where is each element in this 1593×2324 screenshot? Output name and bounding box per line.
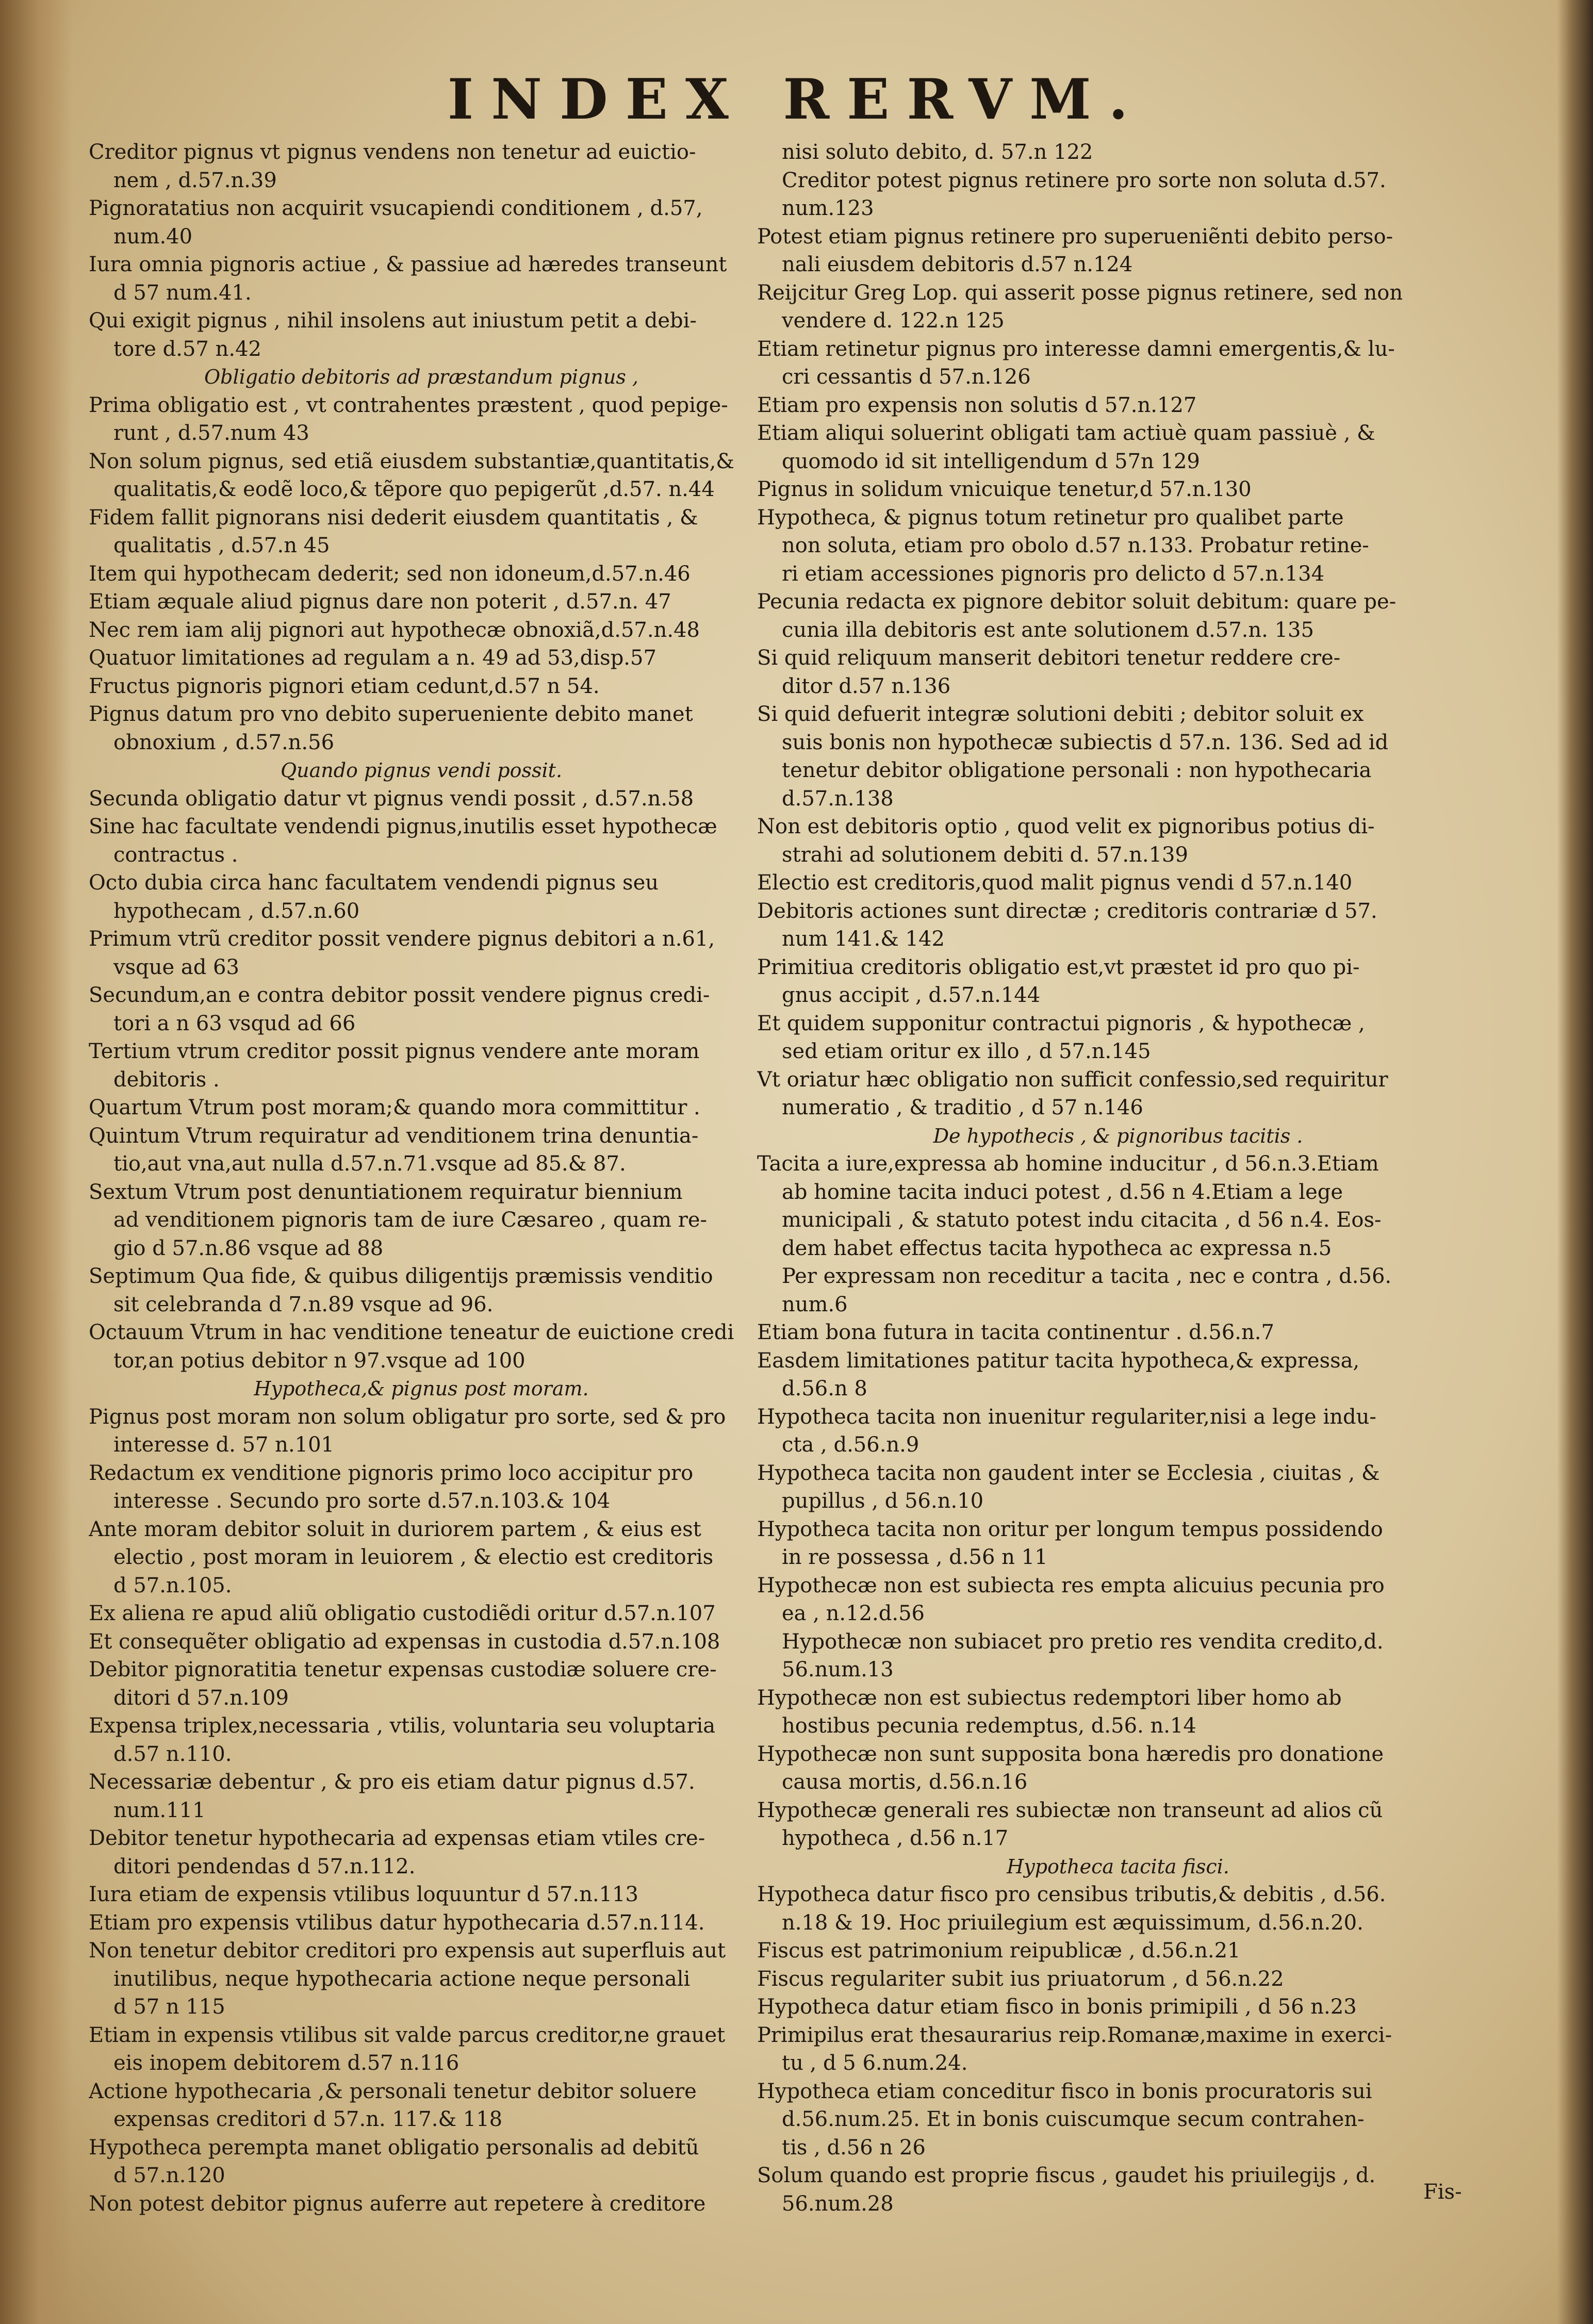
index-entry-line: Non potest debitor pignus auferre aut repetere à creditore	[89, 2191, 706, 2216]
index-entry-line: 56.num.13	[782, 1658, 894, 1682]
index-entry-line: d.56.num.25. Et in bonis cuiscumque secum contrahen-	[782, 2107, 1365, 2131]
index-entry-line: Non solum pignus, sed etiã eiusdem substantiæ,quantitatis,&	[89, 449, 734, 473]
index-entry-line: Vt oriatur hæc obligatio non sufficit confessio,sed requiritur	[757, 1067, 1388, 1092]
index-entry-line: Nec rem iam alij pignori aut hypothecæ obnoxiã,d.57.n.48	[89, 618, 700, 642]
index-entry-line: obnoxium , d.57.n.56	[113, 730, 335, 754]
index-entry-line: ab homine tacita induci potest , d.56 n 4.Etiam a lege	[782, 1180, 1343, 1204]
index-entry-line: Potest etiam pignus retinere pro superueniẽnti debito perso-	[757, 224, 1393, 249]
index-entry-line: Ex aliena re apud aliũ obligatio custodiẽdi oritur d.57.n.107	[89, 1602, 716, 1625]
right-column	[757, 138, 1479, 2218]
index-entry-line: tori a n 63 vsqud ad 66	[113, 1011, 356, 1035]
catchword: Fis-	[1423, 2180, 1462, 2204]
index-entry-line: Sine hac facultate vendendi pignus,inutilis esset hypothecæ	[89, 815, 717, 838]
index-entry-line: nisi soluto debito, d. 57.n 122	[782, 140, 1093, 164]
index-entry-line: Etiam in expensis vtilibus sit valde parcus creditor,ne grauet	[89, 2023, 726, 2047]
index-entry-line: qualitatis,& eodẽ loco,& tẽpore quo pepigerũt ,d.57. n.44	[113, 477, 715, 501]
index-entry-line: Non tenetur debitor creditori pro expensis aut superfluis aut	[89, 1939, 726, 1963]
index-entry-line: eis inopem debitorem d.57 n.116	[113, 2051, 459, 2075]
index-entry-line: Si quid defuerit integræ solutioni debiti ; debitor soluit ex	[757, 702, 1364, 726]
index-entry-line: Et quidem supponitur contractui pignoris , & hypothecæ ,	[757, 1011, 1365, 1035]
index-entry-line: num.40	[113, 224, 193, 249]
index-entry-line: Tertium vtrum creditor possit pignus vendere ante moram	[89, 1040, 700, 1063]
index-entry-line: Et consequẽter obligatio ad expensas in custodia d.57.n.108	[89, 1629, 720, 1654]
section-heading: De hypothecis , & pignoribus tacitis .	[933, 1124, 1303, 1147]
index-entry-line: Debitoris actiones sunt directæ ; creditoris contrariæ d 57.	[757, 899, 1377, 923]
index-entry-line: Hypothecæ generali res subiectæ non transeunt ad alios cũ	[757, 1798, 1383, 1822]
index-entry-line: Creditor potest pignus retinere pro sorte non soluta d.57.	[782, 168, 1386, 192]
index-entry-line: Tacita a iure,expressa ab homine inducitur , d 56.n.3.Etiam	[757, 1152, 1379, 1176]
index-entry-line: Solum quando est proprie fiscus , gaudet his priuilegijs , d.	[757, 2164, 1376, 2187]
index-entry-line: ea , n.12.d.56	[782, 1602, 925, 1625]
index-entry-line: Creditor pignus vt pignus vendens non tenetur ad euictio-	[89, 140, 696, 164]
index-entry-line: Quintum Vtrum requiratur ad venditionem trina denuntia-	[89, 1124, 699, 1148]
index-entry-line: gio d 57.n.86 vsque ad 88	[113, 1236, 384, 1260]
index-entry-line: suis bonis non hypothecæ subiectis d 57.n. 136. Sed ad id	[782, 730, 1389, 754]
index-entry-line: cri cessantis d 57.n.126	[782, 365, 1031, 389]
index-entry-line: nali eiusdem debitoris d.57 n.124	[782, 253, 1133, 276]
index-entry-line: d.57 n.110.	[113, 1742, 232, 1766]
index-entry-line: ri etiam accessiones pignoris pro delicto d 57.n.134	[782, 562, 1325, 586]
index-entry-line: Etiam bona futura in tacita continentur . d.56.n.7	[757, 1321, 1274, 1344]
index-entry-line: Debitor pignoratitia tenetur expensas custodiæ soluere cre-	[89, 1658, 717, 1682]
index-entry-line: sit celebranda d 7.n.89 vsque ad 96.	[113, 1292, 494, 1316]
index-entry-line: num.123	[782, 196, 874, 220]
index-entry-line: vendere d. 122.n 125	[782, 309, 1005, 333]
index-entry-line: debitoris .	[113, 1067, 220, 1092]
index-entry-line: municipali , & statuto potest indu citacita , d 56 n.4. Eos-	[782, 1208, 1382, 1232]
index-entry-line: d 57 n 115	[113, 1995, 225, 2019]
index-entry-line: tenetur debitor obligatione personali : non hypothecaria	[782, 759, 1372, 782]
index-entry-line: contractus .	[113, 843, 238, 867]
index-entry-line: tio,aut vna,aut nulla d.57.n.71.vsque ad 85.& 87.	[113, 1152, 626, 1176]
index-entry-line: Etiam pro expensis non solutis d 57.n.127	[757, 393, 1197, 417]
index-entry-line: Etiam pro expensis vtilibus datur hypothecaria d.57.n.114.	[89, 1910, 705, 1935]
index-entry-line: Pignus post moram non solum obligatur pro sorte, sed & pro	[89, 1405, 726, 1429]
index-entry-line: Redactum ex venditione pignoris primo loco accipitur pro	[89, 1461, 694, 1485]
index-entry-line: num.6	[782, 1292, 848, 1316]
index-entry-line: ditori d 57.n.109	[113, 1686, 289, 1710]
index-entry-line: Hypothecæ non subiacet pro pretio res vendita credito,d.	[782, 1629, 1384, 1654]
index-entry-line: gnus accipit , d.57.n.144	[782, 983, 1041, 1007]
index-entry-line: Necessariæ debentur , & pro eis etiam datur pignus d.57.	[89, 1770, 695, 1794]
index-entry-line: Pignus in solidum vnicuique tenetur,d 57.n.130	[757, 477, 1252, 501]
index-entry-line: Debitor tenetur hypothecaria ad expensas etiam vtiles cre-	[89, 1826, 705, 1850]
index-entry-line: Ante moram debitor soluit in duriorem partem , & eius est	[89, 1517, 701, 1541]
index-entry-line: Fiscus regulariter subit ius priuatorum , d 56.n.22	[757, 1967, 1284, 1991]
index-entry-line: Octo dubia circa hanc facultatem vendendi pignus seu	[89, 871, 659, 895]
index-entry-line: Fiscus est patrimonium reipublicæ , d.56.n.21	[757, 1939, 1241, 1963]
index-entry-line: Expensa triplex,necessaria , vtilis, voluntaria seu voluptaria	[89, 1714, 716, 1738]
index-entry-line: causa mortis, d.56.n.16	[782, 1770, 1028, 1794]
index-entry-line: Item qui hypothecam dederit; sed non idoneum,d.57.n.46	[89, 562, 691, 586]
index-entry-line: pupillus , d 56.n.10	[782, 1489, 984, 1513]
section-heading: Hypotheca tacita fisci.	[1007, 1855, 1229, 1878]
index-entry-line: non soluta, etiam pro obolo d.57 n.133. Probatur retine-	[782, 534, 1369, 557]
page-title: INDEX RERVM.	[447, 67, 1146, 132]
index-entry-line: Non est debitoris optio , quod velit ex pignoribus potius di-	[757, 815, 1375, 838]
index-entry-line: n.18 & 19. Hoc priuilegium est æquissimum, d.56.n.20.	[782, 1910, 1364, 1935]
index-entry-line: Quartum Vtrum post moram;& quando mora committitur .	[89, 1096, 700, 1119]
index-entry-line: numeratio , & traditio , d 57 n.146	[782, 1096, 1143, 1119]
index-entry-line: electio , post moram in leuiorem , & electio est creditoris	[113, 1545, 714, 1569]
index-entry-line: Primitiua creditoris obligatio est,vt præstet id pro quo pi-	[757, 955, 1360, 979]
index-entry-line: Actione hypothecaria ,& personali tenetur debitor soluere	[89, 2079, 697, 2103]
index-entry-line: Qui exigit pignus , nihil insolens aut iniustum petit a debi-	[89, 309, 697, 333]
index-entry-line: quomodo id sit intelligendum d 57n 129	[782, 449, 1200, 473]
index-entry-line: runt , d.57.num 43	[113, 421, 309, 445]
index-entry-line: Sextum Vtrum post denuntiationem requiratur biennium	[89, 1180, 683, 1204]
index-entry-line: Etiam æquale aliud pignus dare non poterit , d.57.n. 47	[89, 590, 671, 614]
index-entry-line: Si quid reliquum manserit debitori tenetur reddere cre-	[757, 646, 1341, 670]
index-entry-line: sed etiam oritur ex illo , d 57.n.145	[782, 1040, 1151, 1063]
index-entry-line: Hypotheca, & pignus totum retinetur pro qualibet parte	[757, 505, 1344, 530]
index-entry-line: vsque ad 63	[113, 955, 239, 979]
index-entry-line: inutilibus, neque hypothecaria actione neque personali	[113, 1967, 691, 1991]
index-entry-line: Secunda obligatio datur vt pignus vendi possit , d.57.n.58	[89, 786, 694, 811]
index-entry-line: Hypotheca etiam conceditur fisco in bonis procuratoris sui	[757, 2079, 1372, 2103]
index-entry-line: Hypothecæ non sunt supposita bona hæredis pro donatione	[757, 1742, 1384, 1766]
index-entry-line: interesse . Secundo pro sorte d.57.n.103.& 104	[113, 1489, 611, 1513]
index-entry-line: nem , d.57.n.39	[113, 168, 277, 192]
left-column	[89, 138, 754, 2218]
index-entry-line: d 57 num.41.	[113, 281, 252, 305]
index-entry-line: ad venditionem pignoris tam de iure Cæsareo , quam re-	[113, 1208, 708, 1232]
index-entry-line: cunia illa debitoris est ante solutionem d.57.n. 135	[782, 618, 1314, 642]
index-entry-line: Primum vtrũ creditor possit vendere pignus debitori a n.61,	[89, 927, 715, 951]
index-entry-line: ditor d.57 n.136	[782, 674, 951, 698]
index-entry-line: Septimum Qua fide, & quibus diligentijs præmissis venditio	[89, 1264, 713, 1288]
index-entry-line: Pignoratatius non acquirit vsucapiendi conditionem , d.57,	[89, 196, 703, 220]
index-entry-line: Prima obligatio est , vt contrahentes præstent , quod pepige-	[89, 393, 728, 417]
index-entry-line: Primipilus erat thesaurarius reip.Romanæ,maxime in exerci-	[757, 2023, 1392, 2047]
index-entry-line: tore d.57 n.42	[113, 337, 261, 361]
index-entry-line: Pecunia redacta ex pignore debitor soluit debitum: quare pe-	[757, 590, 1397, 614]
index-entry-line: Iura omnia pignoris actiue , & passiue ad hæredes transeunt	[89, 253, 727, 276]
index-entry-line: Octauum Vtrum in hac venditione teneatur de euictione credi	[89, 1321, 734, 1344]
index-entry-line: Quatuor limitationes ad regulam a n. 49 ad 53,disp.57	[89, 646, 656, 670]
index-entry-line: Reijcitur Greg Lop. qui asserit posse pignus retinere, sed non	[757, 281, 1403, 305]
index-entry-line: tu , d 5 6.num.24.	[782, 2051, 968, 2075]
index-entry-line: Hypotheca tacita non oritur per longum tempus possidendo	[757, 1517, 1383, 1541]
index-entry-line: qualitatis , d.57.n 45	[113, 534, 330, 557]
index-entry-line: Hypotheca datur fisco pro censibus tributis,& debitis , d.56.	[757, 1883, 1386, 1906]
index-entry-line: Easdem limitationes patitur tacita hypotheca,& expressa,	[757, 1348, 1360, 1373]
index-entry-line: num.111	[113, 1798, 206, 1822]
index-entry-line: Etiam retinetur pignus pro interesse damni emergentis,& lu-	[757, 337, 1395, 361]
index-entry-line: Hypotheca tacita non inuenitur regulariter,nisi a lege indu-	[757, 1405, 1376, 1429]
index-entry-line: tor,an potius debitor n 97.vsque ad 100	[113, 1348, 525, 1373]
index-entry-line: hypothecam , d.57.n.60	[113, 899, 360, 923]
index-entry-line: Iura etiam de expensis vtilibus loquuntur d 57.n.113	[89, 1883, 638, 1906]
index-entry-line: d 57.n.105.	[113, 1573, 232, 1597]
index-entry-line: interesse d. 57 n.101	[113, 1433, 335, 1457]
index-entry-line: Fructus pignoris pignori etiam cedunt,d.57 n 54.	[89, 674, 600, 698]
index-entry-line: d.57.n.138	[782, 786, 894, 811]
index-entry-line: strahi ad solutionem debiti d. 57.n.139	[782, 843, 1188, 867]
index-entry-line: 56.num.28	[782, 2191, 894, 2216]
page-edge-shadow	[1557, 0, 1593, 2324]
index-entry-line: cta , d.56.n.9	[782, 1433, 919, 1457]
gutter-shadow	[0, 0, 72, 2324]
section-heading: Quando pignus vendi possit.	[280, 759, 563, 782]
index-entry-line: Per expressam non receditur a tacita , nec e contra , d.56.	[782, 1264, 1392, 1288]
index-entry-line: Hypothecæ non est subiectus redemptori liber homo ab	[757, 1686, 1342, 1710]
index-entry-line: d.56.n 8	[782, 1377, 867, 1400]
index-entry-line: ditori pendendas d 57.n.112.	[113, 1854, 416, 1878]
index-entry-line: Hypotheca perempta manet obligatio personalis ad debitũ	[89, 2135, 699, 2160]
index-entry-line: d 57.n.120	[113, 2164, 225, 2187]
index-entry-line: dem habet effectus tacita hypotheca ac expressa n.5	[782, 1236, 1332, 1260]
index-entry-line: Pignus datum pro vno debito superueniente debito manet	[89, 702, 693, 726]
section-heading: Obligatio debitoris ad præstandum pignus ,	[204, 366, 638, 388]
section-heading: Hypotheca,& pignus post moram.	[254, 1377, 589, 1400]
index-entry-line: Secundum,an e contra debitor possit vendere pignus credi-	[89, 983, 710, 1007]
index-entry-line: Hypothecæ non est subiecta res empta alicuius pecunia pro	[757, 1573, 1385, 1597]
index-entry-line: Fidem fallit pignorans nisi dederit eiusdem quantitatis , &	[89, 505, 698, 530]
index-entry-line: hostibus pecunia redemptus, d.56. n.14	[782, 1714, 1196, 1738]
index-entry-line: in re possessa , d.56 n 11	[782, 1545, 1048, 1569]
index-entry-line: Electio est creditoris,quod malit pignus vendi d 57.n.140	[757, 871, 1353, 895]
index-entry-line: Hypotheca datur etiam fisco in bonis primipili , d 56 n.23	[757, 1995, 1357, 2019]
index-entry-line: Etiam aliqui soluerint obligati tam actiuè quam passiuè , &	[757, 421, 1375, 445]
index-entry-line: hypotheca , d.56 n.17	[782, 1826, 1009, 1850]
index-entry-line: tis , d.56 n 26	[782, 2135, 926, 2160]
index-entry-line: num 141.& 142	[782, 927, 945, 951]
index-entry-line: Hypotheca tacita non gaudent inter se Ecclesia , ciuitas , &	[757, 1461, 1380, 1485]
index-entry-line: expensas creditori d 57.n. 117.& 118	[113, 2107, 503, 2131]
